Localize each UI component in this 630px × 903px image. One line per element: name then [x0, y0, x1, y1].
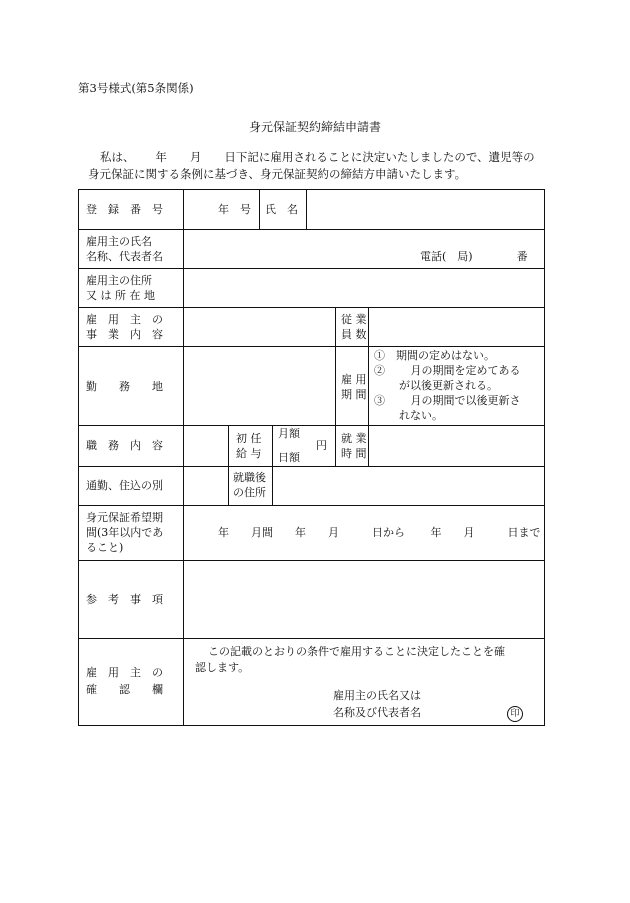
period-option-3-line-2: れない。: [399, 409, 443, 422]
hours-label-1: 就 業: [341, 432, 367, 445]
year-no-label: 年 号: [218, 203, 251, 216]
confirm-label-1: 雇 用 主 の: [86, 666, 163, 679]
guarantee-period-label-2: 間(3年以内であ: [86, 526, 164, 539]
daily-label: 日額: [278, 451, 300, 464]
initial-pay-label-2: 給 与: [236, 447, 262, 460]
job-content-label: 職 務 内 容: [86, 439, 163, 452]
intro-text: [78, 149, 548, 183]
post-address-label-1: 就職後: [233, 471, 266, 484]
registration-number-label: 登 録 番 号: [86, 203, 163, 216]
employer-name-label-2: 名称、代表者名: [86, 250, 163, 263]
period-option-3-line-1: ③ 月の期間で以後更新さ: [374, 394, 521, 407]
confirm-label-2: 確 認 欄: [86, 683, 163, 696]
name-label: 氏 名: [265, 203, 298, 216]
period-label-1: 雇 用: [341, 373, 367, 386]
phone-label: 電話( 局) 番: [420, 250, 528, 263]
employer-name-label-1: 雇用主の氏名: [86, 235, 152, 248]
intro-line-1: 私は、 年 月 日下記に雇用されることに決定いたしましたので、遺児等の: [100, 150, 535, 164]
remarks-label: 参 考 事 項: [86, 593, 163, 606]
signer-label-2: 名称及び代表者名: [333, 706, 421, 719]
initial-pay-label-1: 初 任: [236, 432, 262, 445]
employees-label-1: 従 業: [341, 313, 367, 326]
employees-label-2: 員 数: [341, 328, 367, 341]
period-label-2: 期 間: [341, 388, 367, 401]
commute-label: 通勤、住込の別: [86, 479, 163, 492]
confirm-text-line-1: この記載のとおりの条件で雇用することに決定したことを確: [208, 645, 505, 658]
signer-label-1: 雇用主の氏名又は: [333, 689, 421, 702]
workplace-label: 勤 務 地: [86, 380, 163, 393]
confirm-text-line-2: 認します。: [195, 661, 250, 674]
monthly-label: 月額: [278, 427, 300, 440]
period-option-1: ① 期間の定めはない。: [374, 349, 495, 362]
yen-label: 円: [316, 439, 327, 452]
employer-address-label-1: 雇用主の住所: [86, 274, 152, 287]
business-label-2: 事 業 内 容: [86, 328, 163, 341]
period-option-2-line-2: が以後更新される。: [399, 379, 498, 392]
intro-line-2: 身元保証に関する条例に基づき、身元保証契約の締結方申請いたします。: [88, 167, 467, 181]
hours-label-2: 時 間: [341, 447, 367, 460]
guarantee-period-label-3: ること): [86, 541, 124, 554]
page-title: 身元保証契約締結申請書: [248, 120, 381, 134]
business-label-1: 雇 用 主 の: [86, 313, 163, 326]
seal-icon: 印: [507, 706, 523, 722]
post-address-label-2: の住所: [233, 486, 266, 499]
guarantee-period-value: 年 月間 年 月 日から 年 月 日まで: [218, 526, 541, 539]
employer-address-label-2: 又 は 所 在 地: [86, 289, 155, 302]
guarantee-period-label-1: 身元保証希望期: [86, 511, 163, 524]
form-label: 第3号様式(第5条関係): [78, 81, 194, 95]
period-option-2-line-1: ② 月の期間を定めてある: [374, 364, 521, 377]
